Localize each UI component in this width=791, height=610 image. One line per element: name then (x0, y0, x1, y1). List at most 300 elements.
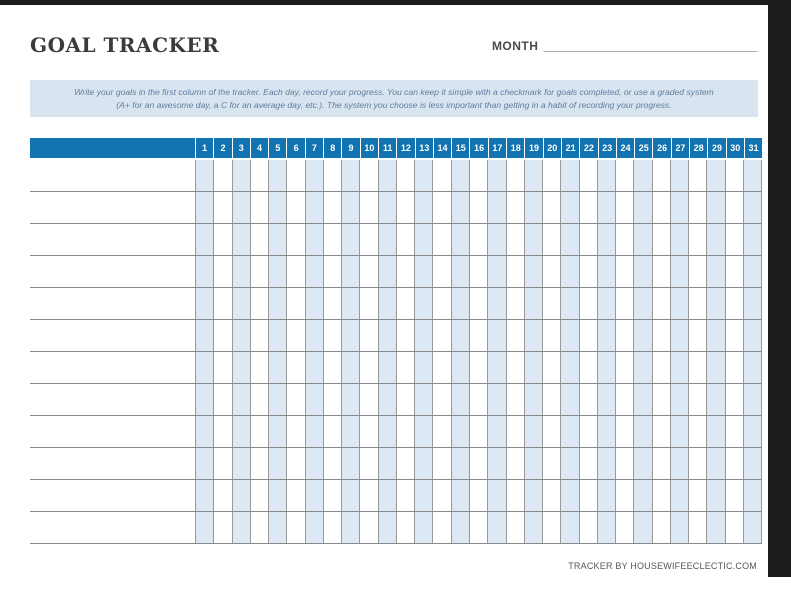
day-cell (195, 448, 213, 479)
day-cell (213, 288, 231, 319)
day-cell (286, 224, 304, 255)
day-header-6: 6 (286, 138, 304, 158)
day-cell (725, 352, 743, 383)
day-cell (487, 224, 505, 255)
page-right-edge (768, 0, 791, 577)
day-cell (542, 384, 560, 415)
day-cell (414, 288, 432, 319)
day-cell (743, 448, 762, 479)
day-cell (487, 352, 505, 383)
day-cell (688, 352, 706, 383)
day-cell (615, 288, 633, 319)
day-cell (396, 480, 414, 511)
day-cell (414, 448, 432, 479)
day-cell (396, 448, 414, 479)
day-cell (396, 384, 414, 415)
page-top-edge (0, 0, 791, 5)
day-cell (688, 448, 706, 479)
day-header-24: 24 (616, 138, 634, 158)
day-cell (359, 352, 377, 383)
day-cell (341, 192, 359, 223)
day-cell (396, 224, 414, 255)
day-header-16: 16 (469, 138, 487, 158)
day-cell (506, 320, 524, 351)
day-cell (579, 256, 597, 287)
day-cell (487, 384, 505, 415)
day-cell (706, 224, 724, 255)
day-cell (432, 320, 450, 351)
day-cell (432, 352, 450, 383)
day-cell (469, 256, 487, 287)
day-cell (633, 512, 651, 543)
day-cell (268, 192, 286, 223)
day-cell (579, 448, 597, 479)
day-cell (506, 448, 524, 479)
instruction-line-1: Write your goals in the first column of the tracker. Each day, record your progress. You can keep it simple with a checkmark for goals completed, or use a graded system (74, 87, 714, 97)
table-row (30, 160, 762, 192)
day-cell (615, 384, 633, 415)
day-cell (688, 512, 706, 543)
day-cell (341, 288, 359, 319)
day-cell (414, 352, 432, 383)
day-cell (341, 160, 359, 191)
day-cell (359, 512, 377, 543)
day-cell (706, 384, 724, 415)
day-cell (615, 192, 633, 223)
day-cell (560, 256, 578, 287)
table-row (30, 384, 762, 416)
day-cell (213, 160, 231, 191)
day-cell (670, 352, 688, 383)
day-header-20: 20 (543, 138, 561, 158)
day-cell (487, 448, 505, 479)
day-cell (268, 480, 286, 511)
day-cell (524, 448, 542, 479)
day-cell (451, 384, 469, 415)
page-title: GOAL TRACKER (30, 33, 220, 57)
day-cell (542, 160, 560, 191)
day-cell (451, 288, 469, 319)
day-cell (250, 480, 268, 511)
day-cell (286, 320, 304, 351)
day-cell (524, 480, 542, 511)
day-cell (542, 512, 560, 543)
day-cell (706, 192, 724, 223)
day-cell (432, 192, 450, 223)
day-cell (688, 416, 706, 447)
tracker-body (30, 160, 762, 544)
day-cell (743, 160, 762, 191)
day-cell (560, 160, 578, 191)
day-cell (652, 512, 670, 543)
day-cell (579, 352, 597, 383)
day-cell (268, 320, 286, 351)
day-cell (213, 384, 231, 415)
goal-cell (30, 256, 195, 287)
day-cell (524, 224, 542, 255)
day-cell (286, 256, 304, 287)
table-row (30, 416, 762, 448)
day-cell (195, 320, 213, 351)
day-cell (743, 224, 762, 255)
day-cell (305, 384, 323, 415)
day-cell (597, 416, 615, 447)
day-cell (633, 448, 651, 479)
day-cell (706, 352, 724, 383)
day-cell (268, 256, 286, 287)
day-cell (432, 416, 450, 447)
day-cell (378, 288, 396, 319)
day-cell (378, 352, 396, 383)
day-header-15: 15 (451, 138, 469, 158)
day-header-2: 2 (213, 138, 231, 158)
day-cell (560, 384, 578, 415)
goal-cell (30, 192, 195, 223)
day-cell (378, 256, 396, 287)
day-cell (560, 320, 578, 351)
day-cell (232, 384, 250, 415)
day-cell (743, 480, 762, 511)
day-cell (250, 256, 268, 287)
day-cell (524, 192, 542, 223)
day-cell (469, 288, 487, 319)
day-cell (286, 448, 304, 479)
day-cell (378, 224, 396, 255)
day-cell (615, 512, 633, 543)
day-cell (195, 384, 213, 415)
day-cell (670, 320, 688, 351)
day-cell (487, 416, 505, 447)
day-cell (232, 480, 250, 511)
day-cell (323, 160, 341, 191)
day-cell (615, 448, 633, 479)
day-cell (652, 256, 670, 287)
day-cell (633, 352, 651, 383)
day-cell (633, 288, 651, 319)
day-cell (597, 224, 615, 255)
day-cell (432, 512, 450, 543)
day-cell (268, 352, 286, 383)
day-cell (652, 224, 670, 255)
day-cell (542, 320, 560, 351)
day-cell (195, 352, 213, 383)
day-cell (396, 160, 414, 191)
day-cell (286, 416, 304, 447)
day-cell (542, 352, 560, 383)
day-cell (305, 416, 323, 447)
day-cell (725, 160, 743, 191)
day-cell (469, 160, 487, 191)
day-header-27: 27 (671, 138, 689, 158)
day-cell (743, 288, 762, 319)
day-cell (524, 256, 542, 287)
day-cell (597, 352, 615, 383)
day-cell (268, 512, 286, 543)
day-cell (560, 416, 578, 447)
day-cell (213, 512, 231, 543)
day-cell (633, 192, 651, 223)
table-row (30, 256, 762, 288)
day-cell (688, 288, 706, 319)
day-cell (670, 448, 688, 479)
day-cell (506, 512, 524, 543)
day-cell (670, 192, 688, 223)
table-row (30, 512, 762, 544)
day-cell (232, 224, 250, 255)
day-cell (195, 416, 213, 447)
day-header-14: 14 (433, 138, 451, 158)
day-cell (341, 384, 359, 415)
day-cell (432, 224, 450, 255)
goal-column-header (30, 138, 195, 158)
day-cell (378, 512, 396, 543)
day-cell (524, 352, 542, 383)
day-cell (451, 320, 469, 351)
day-cell (597, 384, 615, 415)
day-cell (396, 288, 414, 319)
day-header-19: 19 (524, 138, 542, 158)
day-cell (451, 352, 469, 383)
day-cell (305, 256, 323, 287)
day-cell (633, 480, 651, 511)
day-cell (213, 448, 231, 479)
day-cell (652, 352, 670, 383)
day-cell (670, 160, 688, 191)
day-cell (341, 448, 359, 479)
day-cell (359, 320, 377, 351)
day-cell (268, 384, 286, 415)
day-cell (597, 160, 615, 191)
day-cell (213, 224, 231, 255)
day-cell (432, 448, 450, 479)
day-cell (250, 288, 268, 319)
day-cell (725, 256, 743, 287)
day-cell (469, 512, 487, 543)
day-cell (323, 256, 341, 287)
day-cell (359, 256, 377, 287)
day-cell (396, 512, 414, 543)
day-cell (414, 384, 432, 415)
day-cell (652, 160, 670, 191)
day-cell (305, 192, 323, 223)
goal-cell (30, 512, 195, 543)
day-cell (378, 384, 396, 415)
day-cell (414, 224, 432, 255)
day-cell (542, 416, 560, 447)
day-cell (706, 448, 724, 479)
day-header-13: 13 (415, 138, 433, 158)
day-cell (250, 192, 268, 223)
goal-cell (30, 384, 195, 415)
day-cell (469, 416, 487, 447)
day-cell (414, 320, 432, 351)
day-cell (213, 256, 231, 287)
day-cell (213, 352, 231, 383)
day-cell (268, 160, 286, 191)
day-cell (579, 224, 597, 255)
day-cell (286, 192, 304, 223)
day-cell (524, 320, 542, 351)
day-cell (432, 160, 450, 191)
day-cell (542, 192, 560, 223)
day-cell (725, 512, 743, 543)
day-cell (232, 160, 250, 191)
day-cell (725, 192, 743, 223)
day-cell (414, 512, 432, 543)
day-cell (341, 320, 359, 351)
day-cell (542, 256, 560, 287)
day-cell (597, 256, 615, 287)
day-cell (469, 192, 487, 223)
day-cell (725, 288, 743, 319)
day-cell (560, 512, 578, 543)
day-cell (451, 160, 469, 191)
day-cell (688, 192, 706, 223)
day-cell (451, 416, 469, 447)
day-cell (560, 448, 578, 479)
day-cell (706, 160, 724, 191)
day-cell (396, 416, 414, 447)
day-cell (506, 480, 524, 511)
goal-cell (30, 448, 195, 479)
day-header-4: 4 (250, 138, 268, 158)
day-cell (524, 160, 542, 191)
goal-cell (30, 224, 195, 255)
table-row (30, 320, 762, 352)
day-cell (506, 224, 524, 255)
day-cell (542, 288, 560, 319)
day-cell (323, 352, 341, 383)
day-cell (250, 352, 268, 383)
day-cell (725, 448, 743, 479)
day-header-3: 3 (232, 138, 250, 158)
day-cell (706, 480, 724, 511)
day-cell (232, 288, 250, 319)
day-cell (341, 256, 359, 287)
day-cell (451, 512, 469, 543)
day-cell (524, 288, 542, 319)
day-cell (359, 448, 377, 479)
day-cell (743, 416, 762, 447)
day-cell (615, 256, 633, 287)
day-cell (286, 352, 304, 383)
day-cell (305, 352, 323, 383)
day-header-8: 8 (323, 138, 341, 158)
day-cell (414, 480, 432, 511)
day-cell (469, 448, 487, 479)
day-cell (195, 480, 213, 511)
day-cell (688, 384, 706, 415)
day-header-11: 11 (378, 138, 396, 158)
day-cell (670, 256, 688, 287)
day-cell (615, 160, 633, 191)
day-header-31: 31 (744, 138, 762, 158)
day-cell (232, 320, 250, 351)
day-header-1: 1 (195, 138, 213, 158)
day-cell (451, 448, 469, 479)
day-cell (378, 480, 396, 511)
day-cell (633, 416, 651, 447)
day-cell (414, 160, 432, 191)
day-cell (213, 192, 231, 223)
day-cell (487, 192, 505, 223)
day-cell (560, 480, 578, 511)
goal-cell (30, 160, 195, 191)
day-cell (378, 320, 396, 351)
day-cell (286, 480, 304, 511)
day-cell (232, 352, 250, 383)
day-cell (341, 224, 359, 255)
day-header-9: 9 (341, 138, 359, 158)
day-cell (323, 416, 341, 447)
table-row (30, 448, 762, 480)
day-cell (688, 224, 706, 255)
day-cell (359, 480, 377, 511)
day-cell (305, 160, 323, 191)
goal-cell (30, 320, 195, 351)
day-cell (652, 480, 670, 511)
day-cell (743, 256, 762, 287)
day-cell (579, 512, 597, 543)
day-header-26: 26 (652, 138, 670, 158)
table-row (30, 352, 762, 384)
day-cell (542, 480, 560, 511)
day-cell (286, 384, 304, 415)
day-cell (432, 288, 450, 319)
day-cell (359, 384, 377, 415)
day-cell (633, 160, 651, 191)
day-cell (359, 416, 377, 447)
day-cell (195, 160, 213, 191)
day-cell (378, 448, 396, 479)
day-cell (432, 256, 450, 287)
table-row (30, 192, 762, 224)
day-cell (195, 224, 213, 255)
day-cell (469, 384, 487, 415)
tracker-table (30, 138, 762, 544)
day-cell (524, 416, 542, 447)
day-cell (341, 480, 359, 511)
day-cell (305, 320, 323, 351)
day-cell (725, 384, 743, 415)
day-cell (670, 384, 688, 415)
day-cell (597, 288, 615, 319)
day-cell (487, 320, 505, 351)
table-row (30, 224, 762, 256)
day-cell (469, 352, 487, 383)
day-cell (323, 480, 341, 511)
day-cell (506, 192, 524, 223)
day-cell (451, 256, 469, 287)
day-cell (560, 192, 578, 223)
day-cell (451, 480, 469, 511)
day-cell (688, 256, 706, 287)
day-cell (743, 512, 762, 543)
day-cell (232, 256, 250, 287)
day-cell (451, 224, 469, 255)
day-cell (305, 480, 323, 511)
day-cell (268, 448, 286, 479)
day-cell (250, 512, 268, 543)
day-cell (323, 448, 341, 479)
day-cell (615, 480, 633, 511)
day-cell (524, 384, 542, 415)
day-cell (560, 224, 578, 255)
day-cell (615, 320, 633, 351)
month-blank-line: ________________________________ (543, 39, 757, 53)
day-cell (232, 512, 250, 543)
day-cell (652, 416, 670, 447)
